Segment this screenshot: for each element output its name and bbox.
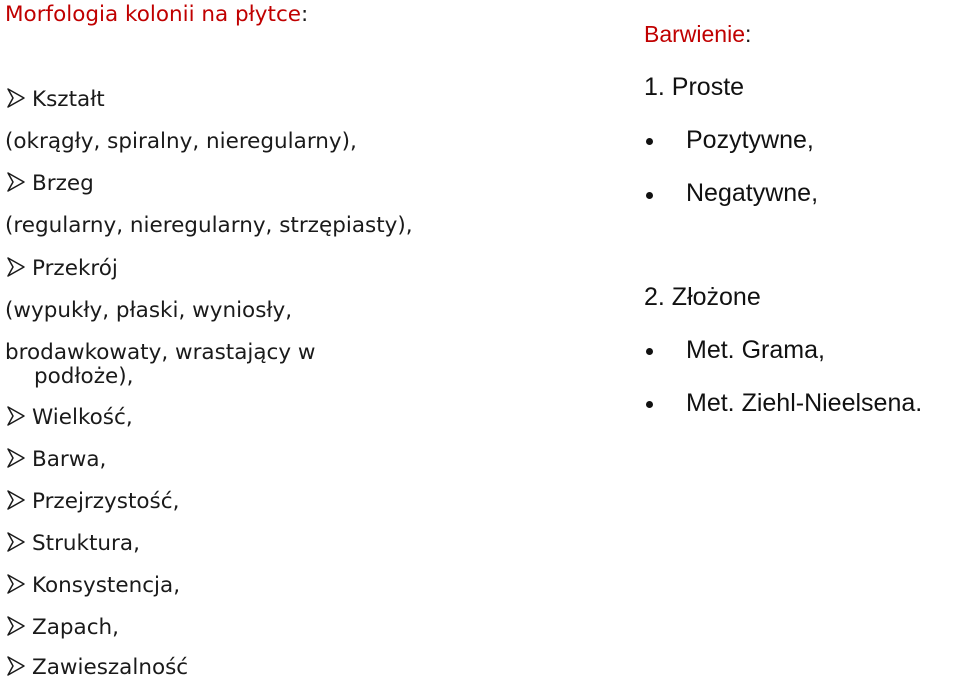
item-detail: brodawkowaty, wrastający w bbox=[5, 340, 316, 365]
list-item-zapach bbox=[5, 615, 119, 641]
bullet-dot-icon bbox=[646, 401, 653, 408]
item-label: Brzeg bbox=[32, 171, 94, 196]
item-label: Struktura, bbox=[32, 531, 140, 556]
arrow-bullet-icon bbox=[5, 171, 27, 193]
item-label: Przejrzystość, bbox=[32, 489, 180, 514]
arrow-bullet-icon bbox=[5, 405, 27, 427]
item-label: Wielkość, bbox=[32, 405, 133, 430]
arrow-bullet-icon bbox=[5, 615, 27, 637]
numbered-item-complex: 2. Złożone bbox=[644, 283, 761, 311]
item-detail: podłoże), bbox=[34, 364, 134, 389]
item-detail: (wypukły, płaski, wyniosły, bbox=[5, 298, 293, 323]
item-label: Zapach, bbox=[32, 615, 120, 640]
item-label: Barwa, bbox=[32, 447, 107, 472]
arrow-bullet-icon bbox=[5, 573, 27, 595]
arrow-bullet-icon bbox=[5, 256, 27, 278]
list-item-zawieszalnosc bbox=[5, 655, 188, 681]
list-item-konsystencja bbox=[5, 573, 180, 599]
list-item-przejrzystosc bbox=[5, 489, 179, 515]
numbered-item-simple: 1. Proste bbox=[644, 73, 745, 101]
list-item-przekroj bbox=[5, 256, 118, 282]
item-detail: (regularny, nieregularny, strzępiasty), bbox=[5, 213, 413, 238]
item-detail: (okrągły, spiralny, nieregularny), bbox=[5, 129, 357, 154]
list-item-wielkosc bbox=[5, 405, 133, 431]
bullet-item: Negatywne, bbox=[686, 179, 819, 207]
arrow-bullet-icon bbox=[5, 489, 27, 511]
list-item-struktura bbox=[5, 531, 140, 557]
arrow-bullet-icon bbox=[5, 655, 27, 677]
bullet-item: Pozytywne, bbox=[686, 126, 814, 154]
bullet-dot-icon bbox=[646, 192, 653, 199]
staining-title: Barwienie: bbox=[644, 21, 752, 47]
bullet-dot-icon bbox=[646, 348, 653, 355]
item-label: Zawieszalność bbox=[32, 655, 189, 680]
bullet-item: Met. Ziehl-Nieelsena. bbox=[686, 389, 923, 417]
list-item-ksztalt bbox=[5, 87, 105, 113]
item-label: Kształt bbox=[32, 87, 105, 112]
bullet-item: Met. Grama, bbox=[686, 336, 825, 364]
list-item-barwa bbox=[5, 447, 106, 473]
bullet-dot-icon bbox=[646, 138, 653, 145]
item-label: Konsystencja, bbox=[32, 573, 181, 598]
list-item-brzeg bbox=[5, 171, 94, 197]
item-label: Przekrój bbox=[32, 256, 118, 281]
arrow-bullet-icon bbox=[5, 531, 27, 553]
arrow-bullet-icon bbox=[5, 87, 27, 109]
arrow-bullet-icon bbox=[5, 447, 27, 469]
staining-panel bbox=[612, 0, 960, 681]
colony-morphology-title: Morfologia kolonii na płytce: bbox=[5, 2, 309, 27]
